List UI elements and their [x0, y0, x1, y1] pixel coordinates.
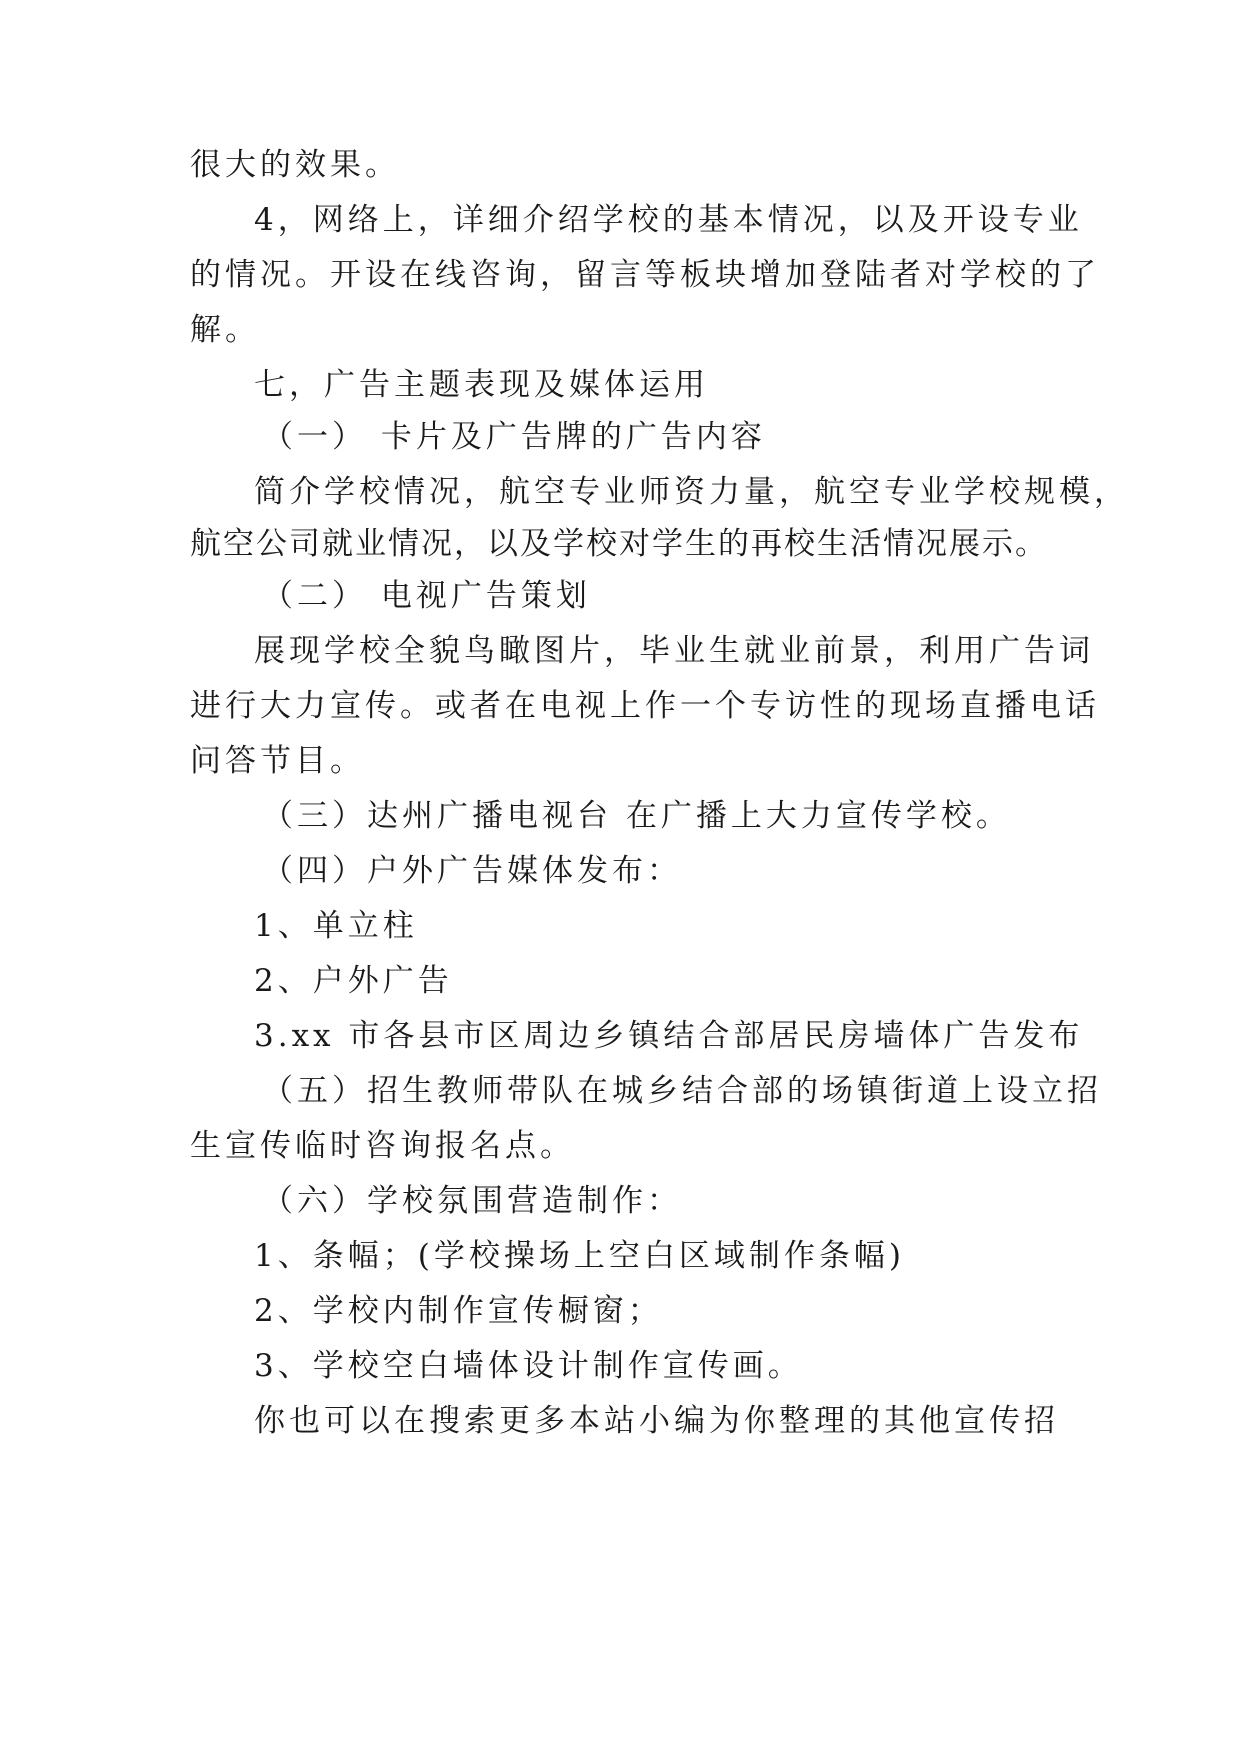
paragraph-line: 你也可以在搜索更多本站小编为你整理的其他宣传招	[254, 1403, 1059, 1439]
paragraph-line: 问答节目。	[190, 743, 365, 779]
subsection-heading: （二） 电视广告策划	[262, 578, 591, 614]
list-item: 3、学校空白墙体设计制作宣传画。	[254, 1348, 803, 1384]
section-heading: 七，广告主题表现及媒体运用	[254, 367, 709, 403]
subsection-heading: （六）学校氛围营造制作：	[262, 1183, 682, 1219]
subsection-heading: （五）招生教师带队在城乡结合部的场镇街道上设立招	[262, 1073, 1102, 1109]
list-item: 1、条幅；(学校操场上空白区域制作条幅)	[254, 1238, 905, 1274]
paragraph-line: 展现学校全貌鸟瞰图片，毕业生就业前景，利用广告词	[254, 633, 1094, 669]
paragraph-line: 的情况。开设在线咨询，留言等板块增加登陆者对学校的了	[190, 257, 1100, 293]
list-item: 2、学校内制作宣传橱窗；	[254, 1293, 663, 1329]
list-item: 3.xx 市各县市区周边乡镇结合部居民房墙体广告发布	[254, 1018, 1084, 1054]
paragraph-line: 很大的效果。	[190, 147, 400, 183]
subsection-heading: （三）达州广播电视台 在广播上大力宣传学校。	[262, 798, 1011, 834]
paragraph-line: 生宣传临时咨询报名点。	[190, 1128, 575, 1164]
list-item: 2、户外广告	[254, 963, 453, 999]
paragraph-line: 航空公司就业情况，以及学校对学生的再校生活情况展示。	[190, 526, 1048, 562]
subsection-heading: （四）户外广告媒体发布：	[262, 853, 682, 889]
paragraph-line: 4，网络上，详细介绍学校的基本情况，以及开设专业	[254, 202, 1083, 238]
subsection-heading: （一） 卡片及广告牌的广告内容	[262, 419, 766, 455]
list-item: 1、单立柱	[254, 908, 418, 944]
paragraph-line: 解。	[190, 312, 260, 348]
paragraph-line: 简介学校情况，航空专业师资力量，航空专业学校规模，	[254, 474, 1129, 510]
paragraph-line: 进行大力宣传。或者在电视上作一个专访性的现场直播电话	[190, 688, 1100, 724]
